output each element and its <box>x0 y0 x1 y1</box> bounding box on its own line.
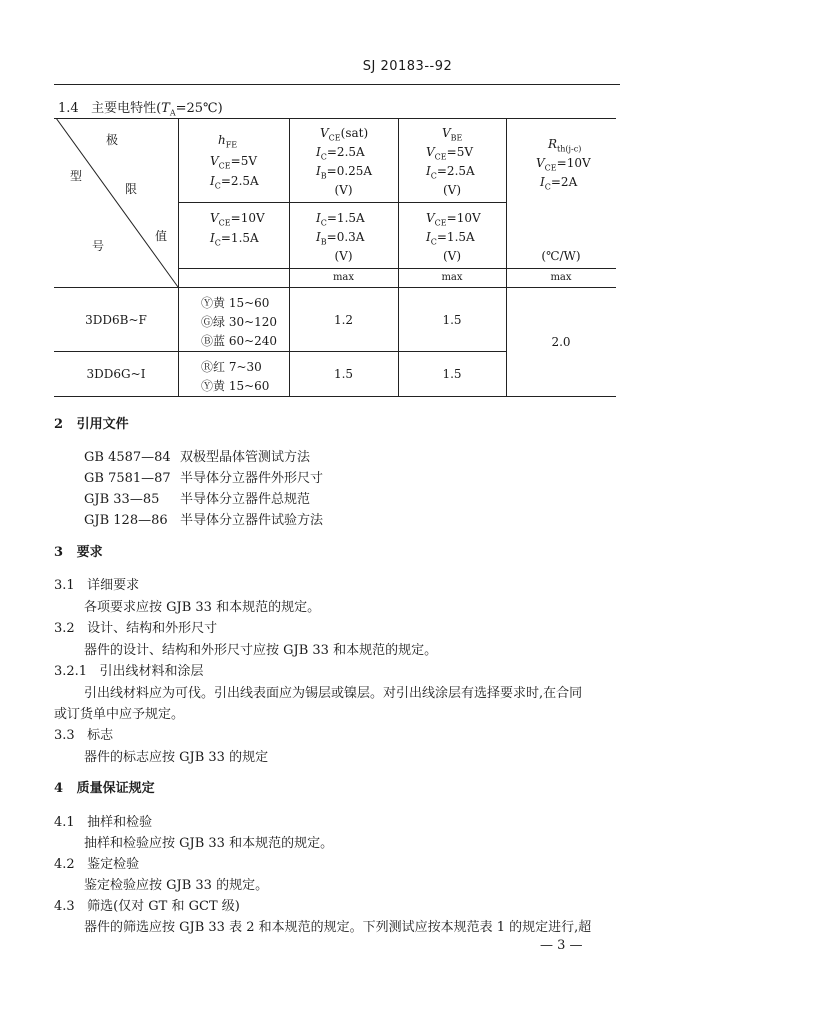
h-symbol: h <box>218 133 226 147</box>
section-number: 1.4 <box>58 101 79 116</box>
section-title: 鉴定检验 <box>87 857 140 872</box>
r-sym: R <box>548 137 558 151</box>
row1-vcesat: 1.2 <box>333 313 354 327</box>
vbe-cond-vce-2 <box>426 211 481 227</box>
rth-value: 2.0 <box>551 335 571 349</box>
section-4-heading <box>54 777 155 796</box>
ref-name: 半导体分立器件试验方法 <box>180 513 324 528</box>
vcesat-cond-ic-2 <box>316 211 365 227</box>
section-number: 4.1 <box>54 815 75 830</box>
v-sym: V <box>320 126 329 140</box>
value: =5V <box>446 145 473 159</box>
hfe-cond-vce <box>210 154 257 170</box>
row-divider <box>54 351 506 352</box>
sat-label: (sat) <box>340 126 369 140</box>
section-title: 引出线材料和涂层 <box>99 664 204 679</box>
section-3-1-body: 各项要求应按 GJB 33 和本规范的规定。 <box>84 600 321 615</box>
section-title: 标志 <box>87 728 114 743</box>
section-number: 3.1 <box>54 578 75 593</box>
value: =0.25A <box>326 164 373 178</box>
row2-item: Ⓨ黄 15~60 <box>201 379 270 393</box>
rth-unit: (℃/W) <box>541 249 581 263</box>
section-title: 要求 <box>76 545 103 560</box>
header-rule <box>54 84 620 85</box>
section-title: 详细要求 <box>87 578 140 593</box>
ce-sub: CE <box>434 152 447 162</box>
section-4-2-body: 鉴定检验应按 GJB 33 的规定。 <box>84 878 269 893</box>
row2-vcesat: 1.5 <box>333 367 354 381</box>
corner-label-hao: 号 <box>92 239 105 253</box>
vcesat-unit: (V) <box>334 183 353 197</box>
reference-item <box>84 467 323 486</box>
c-sub: C <box>214 181 221 191</box>
value: =1.5A <box>436 230 475 244</box>
section-number: 3 <box>54 545 64 560</box>
i-sym: I <box>316 145 321 159</box>
i-sym: I <box>316 164 321 178</box>
ref-code: GJB 33—85 <box>84 492 160 507</box>
rth-max: max <box>550 272 572 283</box>
vbe-cond-vce <box>426 145 473 161</box>
row1-item: Ⓑ蓝 60~240 <box>201 334 278 348</box>
section-number: 3.2.1 <box>54 664 88 679</box>
section-3-2-body: 器件的设计、结构和外形尺寸应按 GJB 33 和本规范的规定。 <box>84 643 438 658</box>
v-sym: V <box>442 126 451 140</box>
section-number: 4.3 <box>54 899 75 914</box>
section-3-2-heading <box>54 617 217 636</box>
section-title: 主要电特性( <box>91 101 162 116</box>
vcesat-cond-ib-2 <box>316 230 364 246</box>
i-sym: I <box>210 231 215 245</box>
reference-item <box>84 446 310 465</box>
th-sub: th <box>557 144 566 154</box>
corner-label-ji: 极 <box>106 133 119 147</box>
section-title: 质量保证规定 <box>76 781 155 796</box>
row2-type: 3DD6G~I <box>86 367 146 381</box>
hfe-header <box>218 133 237 149</box>
section-2-heading <box>54 413 129 432</box>
value: =10V <box>446 211 481 225</box>
section-3-2-1-heading <box>54 660 204 679</box>
vbe-header <box>442 126 462 142</box>
v-sym: V <box>536 156 545 170</box>
section-number: 3.2 <box>54 621 75 636</box>
vcesat-cond-ic <box>316 145 365 161</box>
c-sub: C <box>544 182 551 192</box>
value: =5V <box>230 154 257 168</box>
rth-header <box>548 137 581 153</box>
ref-code: GB 7581—87 <box>84 471 171 486</box>
i-sym: I <box>426 230 431 244</box>
section-title-tail: =25℃) <box>175 101 223 116</box>
section-3-2-1-body-cont: 或订货单中应予规定。 <box>54 707 185 722</box>
row2-vbe: 1.5 <box>442 367 462 381</box>
i-sym: I <box>210 174 215 188</box>
section-3-3-heading <box>54 724 113 743</box>
doc-header: SJ 20183--92 <box>362 59 453 74</box>
ref-name: 半导体分立器件外形尺寸 <box>180 471 324 486</box>
ref-code: GB 4587—84 <box>84 450 171 465</box>
section-1-4-heading <box>58 97 223 118</box>
c-sub: C <box>320 218 327 228</box>
ce-sub: CE <box>434 218 447 228</box>
section-3-1-heading <box>54 574 139 593</box>
section-number: 2 <box>54 417 64 432</box>
section-4-1-body: 抽样和检验应按 GJB 33 和本规范的规定。 <box>84 836 334 851</box>
value: =2.5A <box>220 174 259 188</box>
section-title: 设计、结构和外形尺寸 <box>87 621 218 636</box>
v-sym: V <box>426 211 435 225</box>
section-4-3-heading <box>54 895 240 914</box>
ce-sub: CE <box>218 161 231 171</box>
reference-item <box>84 509 323 528</box>
ta-symbol: T <box>161 101 170 116</box>
vcesat-max: max <box>332 272 355 283</box>
ref-name: 双极型晶体管测试方法 <box>180 450 311 465</box>
v-sym: V <box>210 211 219 225</box>
vbe-cond-ic-2 <box>426 230 475 246</box>
b-sub: B <box>320 237 327 247</box>
corner-label-xian: 限 <box>125 182 138 196</box>
corner-label-xing: 型 <box>70 169 83 183</box>
value: =1.5A <box>220 231 259 245</box>
v-sym: V <box>210 154 219 168</box>
section-4-2-heading <box>54 853 139 872</box>
row1-type: 3DD6B~F <box>85 313 147 327</box>
header-max-rule <box>178 268 616 269</box>
rth-cond-vce <box>536 156 591 172</box>
ce-sub: CE <box>544 163 557 173</box>
header-mid-rule <box>178 202 506 203</box>
i-sym: I <box>316 230 321 244</box>
section-title: 抽样和检验 <box>87 815 153 830</box>
section-title: 引用文件 <box>76 417 129 432</box>
table-bottom-rule <box>54 396 616 397</box>
vcesat-cond-ib <box>316 164 372 180</box>
ce-sub: CE <box>328 133 341 143</box>
row1-item: Ⓨ黄 15~60 <box>201 296 270 310</box>
ref-code: GJB 128—86 <box>84 513 168 528</box>
ce-sub: CE <box>218 218 231 228</box>
hfe-cond-ic <box>210 174 259 190</box>
vbe-unit-2: (V) <box>442 249 462 263</box>
c-sub: C <box>430 237 437 247</box>
section-4-1-heading <box>54 811 152 830</box>
corner-label-zhi: 值 <box>155 229 168 243</box>
page-number: — 3 — <box>540 938 583 953</box>
section-number: 4 <box>54 781 64 796</box>
c-sub: C <box>430 171 437 181</box>
reference-item <box>84 488 310 507</box>
vbe-cond-ic <box>426 164 475 180</box>
be-sub: BE <box>450 133 463 143</box>
fe-sub: FE <box>225 140 238 150</box>
section-title: 筛选(仅对 GT 和 GCT 级) <box>87 899 240 914</box>
section-3-2-1-body: 引出线材料应为可伐。引出线表面应为锡层或镍层。对引出线涂层有选择要求时,在合同 <box>84 686 583 701</box>
value: =1.5A <box>326 211 365 225</box>
i-sym: I <box>540 175 545 189</box>
section-number: 3.3 <box>54 728 75 743</box>
row2-item: Ⓡ红 7~30 <box>201 360 262 374</box>
v-sym: V <box>426 145 435 159</box>
hfe-cond-vce-2 <box>210 211 265 227</box>
b-sub: B <box>320 171 327 181</box>
value: =10V <box>230 211 265 225</box>
i-sym: I <box>426 164 431 178</box>
ta-subscript: A <box>169 108 176 118</box>
value: =0.3A <box>326 230 365 244</box>
section-4-3-body: 器件的筛选应按 GJB 33 表 2 和本规范的规定。下列测试应按本规范表 1 的规定进行,超 <box>84 920 592 935</box>
section-3-heading <box>54 541 103 560</box>
vbe-max: max <box>441 272 463 283</box>
i-sym: I <box>316 211 321 225</box>
c-sub: C <box>320 152 327 162</box>
c-sub: C <box>214 238 221 248</box>
value: =2A <box>550 175 578 189</box>
value: =2.5A <box>436 164 475 178</box>
row1-item: Ⓖ绿 30~120 <box>201 315 278 329</box>
vcesat-unit-2: (V) <box>334 249 353 263</box>
value: =10V <box>556 156 591 170</box>
vcesat-header <box>320 126 368 142</box>
section-number: 4.2 <box>54 857 75 872</box>
vbe-unit: (V) <box>442 183 462 197</box>
jc-sub: (j-c) <box>565 144 582 154</box>
row1-vbe: 1.5 <box>442 313 462 327</box>
ref-name: 半导体分立器件总规范 <box>180 492 311 507</box>
value: =2.5A <box>326 145 365 159</box>
rth-cond-ic <box>540 175 577 191</box>
section-3-3-body: 器件的标志应按 GJB 33 的规定 <box>84 750 269 765</box>
hfe-cond-ic-2 <box>210 231 259 247</box>
